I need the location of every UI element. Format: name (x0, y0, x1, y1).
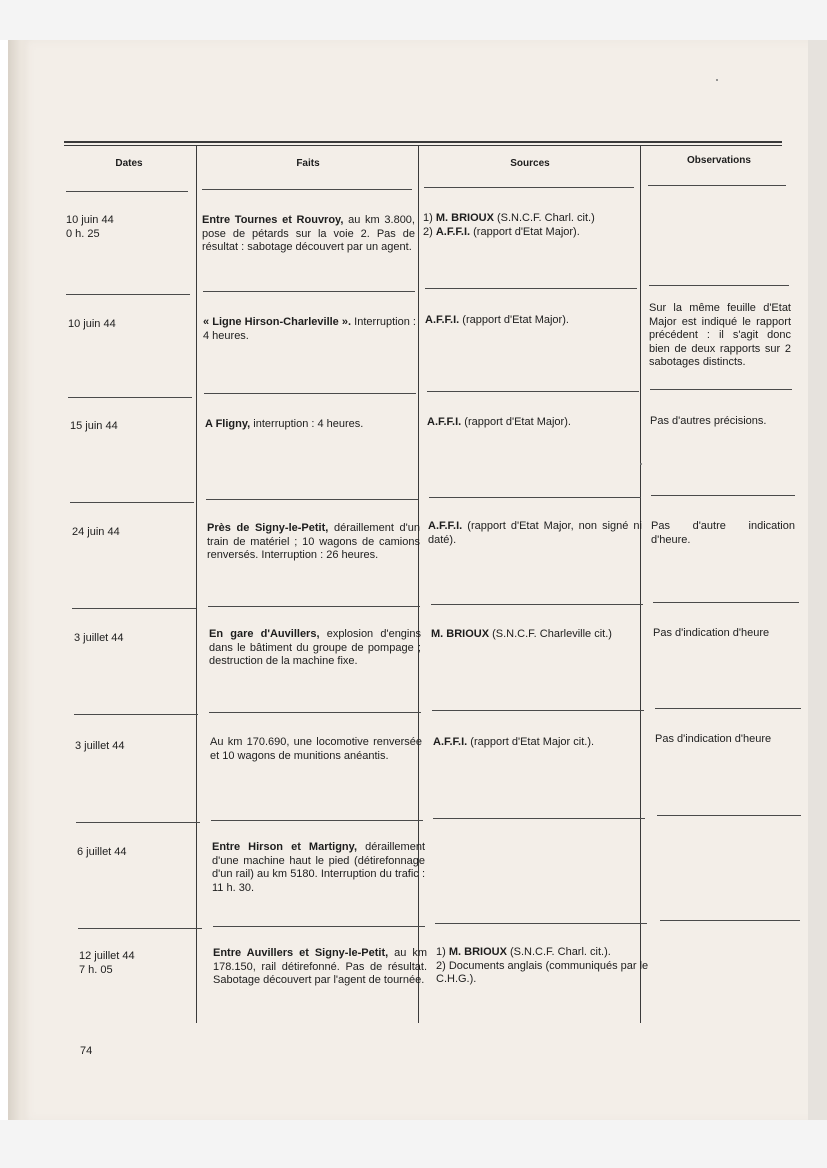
row-4-observation: Pas d'autre indication d'heure. (651, 520, 795, 546)
row-3-date (70, 420, 195, 434)
separator (206, 499, 418, 500)
row-3-fait (205, 418, 418, 432)
separator (433, 818, 645, 819)
separator (650, 389, 792, 390)
source-name: A.F.F.I. (427, 416, 462, 428)
source-line: 1) M. BRIOUX (S.N.C.F. Charl. cit.) (423, 212, 595, 224)
separator (204, 393, 416, 394)
separator (648, 185, 786, 186)
source-line: 2) Documents anglais (communiqués par le C.H.G.). (436, 959, 649, 985)
separator (209, 712, 421, 713)
table-top-rule (64, 141, 782, 143)
separator (425, 288, 637, 289)
header-faits: Faits (296, 158, 320, 169)
row-4-sources (428, 520, 642, 547)
source-line: A.F.F.I. (rapport d'Etat Major). (425, 314, 569, 326)
row-5-date (74, 632, 199, 646)
separator (655, 708, 801, 709)
header-observations: Observations (687, 155, 751, 166)
source-name: A.F.F.I. (435, 225, 471, 238)
fait-text: déraillement d'un train de matériel ; 10 wagons de camions renversés. Interruption : 26 heures. (207, 522, 420, 561)
date-line: 3 juillet 44 (75, 740, 125, 752)
row-7-date (77, 846, 202, 860)
row-2-date (68, 318, 193, 332)
fait-text: Au km 170.690, une locomotive renversée et 10 wagons de munitions anéantis. (210, 736, 422, 762)
separator (651, 495, 795, 496)
fait-text: Interruption : 4 heures. (203, 316, 416, 342)
page-number: 74 (80, 1045, 93, 1057)
date-line: 10 juin 44 (68, 318, 116, 330)
source-line: 1) M. BRIOUX (S.N.C.F. Charl. cit.). (436, 946, 611, 958)
fait-place: Entre Auvillers et Signy-le-Petit, (213, 947, 389, 959)
source-line: 2) A.F.F.I. (rapport d'Etat Major). (423, 225, 580, 238)
paper-speck (716, 79, 718, 81)
date-line: 24 juin 44 (72, 526, 120, 538)
fait-place: Près de Signy-le-Petit, (207, 522, 329, 534)
separator (208, 606, 420, 607)
separator (76, 822, 200, 823)
row-6-observation: Pas d'indication d'heure (655, 733, 772, 745)
separator (78, 928, 202, 929)
separator (213, 926, 425, 927)
source-line: A.F.F.I. (rapport d'Etat Major cit.). (433, 736, 595, 748)
scan-bottom-margin (0, 1120, 827, 1168)
row-4-fait (207, 522, 420, 563)
column-divider-1 (196, 145, 197, 1023)
separator (72, 608, 196, 609)
fait-text: explosion d'engins dans le bâtiment du groupe de pompage ; destruction de la machine fixe. (209, 628, 421, 667)
page-edge (808, 40, 827, 1122)
date-time-line: 0 h. 25 (66, 227, 100, 240)
separator (66, 294, 190, 295)
row-5-sources (431, 628, 645, 642)
row-6-fait (210, 736, 422, 763)
source-name: M. BRIOUX (431, 628, 490, 640)
source-name: A.F.F.I. (428, 520, 463, 532)
separator (66, 191, 188, 192)
book-spine-shadow (8, 40, 30, 1122)
separator (74, 714, 198, 715)
paper-speck (640, 463, 642, 465)
separator (431, 604, 643, 605)
separator (427, 391, 639, 392)
fait-text: au km 3.800, pose de pétards sur la voie 2. Pas de résultat : sabotage découvert par un agent. (202, 214, 415, 253)
header-sources: Sources (510, 158, 550, 169)
fait-place: En gare d'Auvillers, (209, 628, 320, 640)
source-line: A.F.F.I. (rapport d'Etat Major, non signé ni daté). (428, 520, 642, 546)
row-1-sources (423, 212, 638, 239)
header-dates: Dates (115, 158, 143, 169)
row-2-observation: Sur la même feuille d'Etat Major est indiqué le rapport précédent : il s'agit donc bien de deux rapports sur 2 sabotages distincts. (649, 302, 791, 368)
fait-place: Entre Tournes et Rouvroy, (202, 214, 344, 226)
separator (211, 820, 423, 821)
fait-text: interruption : 4 heures. (250, 418, 364, 430)
separator (203, 291, 415, 292)
row-6-sources (433, 736, 645, 750)
source-name: A.F.F.I. (425, 314, 460, 326)
row-2-fait (203, 316, 416, 343)
separator (660, 920, 800, 921)
date-line: 3 juillet 44 (74, 632, 124, 644)
fait-place: Entre Hirson et Martigny, (212, 841, 358, 853)
row-3-sources (427, 416, 640, 430)
date-line: 10 juin 44 (66, 214, 114, 226)
row-1-date (66, 214, 191, 241)
row-2-sources (425, 314, 638, 328)
source-name: M. BRIOUX (448, 946, 507, 958)
separator (649, 285, 789, 286)
row-6-date (75, 740, 200, 754)
row-8-sources (436, 946, 654, 987)
row-8-date (79, 950, 204, 977)
separator (653, 602, 799, 603)
row-3-observation: Pas d'autres précisions. (650, 415, 767, 427)
source-name: A.F.F.I. (433, 736, 468, 748)
separator (657, 815, 801, 816)
separator (202, 189, 412, 190)
row-8-fait (213, 947, 427, 988)
column-divider-3 (640, 145, 641, 1023)
row-1-fait (202, 214, 415, 255)
row-5-observation: Pas d'indication d'heure (653, 627, 770, 639)
row-7-fait (212, 841, 425, 895)
separator (424, 187, 634, 188)
fait-place: « Ligne Hirson-Charleville ». (203, 316, 352, 328)
source-line: A.F.F.I. (rapport d'Etat Major). (427, 416, 571, 428)
table-top-rule-thin (64, 145, 782, 146)
source-line: M. BRIOUX (S.N.C.F. Charleville cit.) (431, 628, 612, 640)
separator (432, 710, 644, 711)
separator (70, 502, 194, 503)
scan-top-margin (0, 0, 827, 40)
fait-place: A Fligny, (205, 418, 251, 430)
separator (68, 397, 192, 398)
separator (429, 497, 641, 498)
date-line: 12 juillet 44 (79, 950, 135, 962)
source-name: M. BRIOUX (435, 212, 494, 224)
row-4-date (72, 526, 197, 540)
fait-text: déraillement d'une machine haut le pied (détirefonnage d'un rail) au km 5180. Interruption du trafic : 11 h. 30. (212, 841, 425, 894)
row-5-fait (209, 628, 421, 669)
fait-text: au km 178.150, rail détirefonné. Pas de résultat. Sabotage découvert par l'agent de tournée. (213, 947, 428, 986)
date-line: 6 juillet 44 (77, 846, 127, 858)
date-time-line: 7 h. 05 (79, 963, 113, 976)
date-line: 15 juin 44 (70, 420, 118, 432)
separator (435, 923, 647, 924)
